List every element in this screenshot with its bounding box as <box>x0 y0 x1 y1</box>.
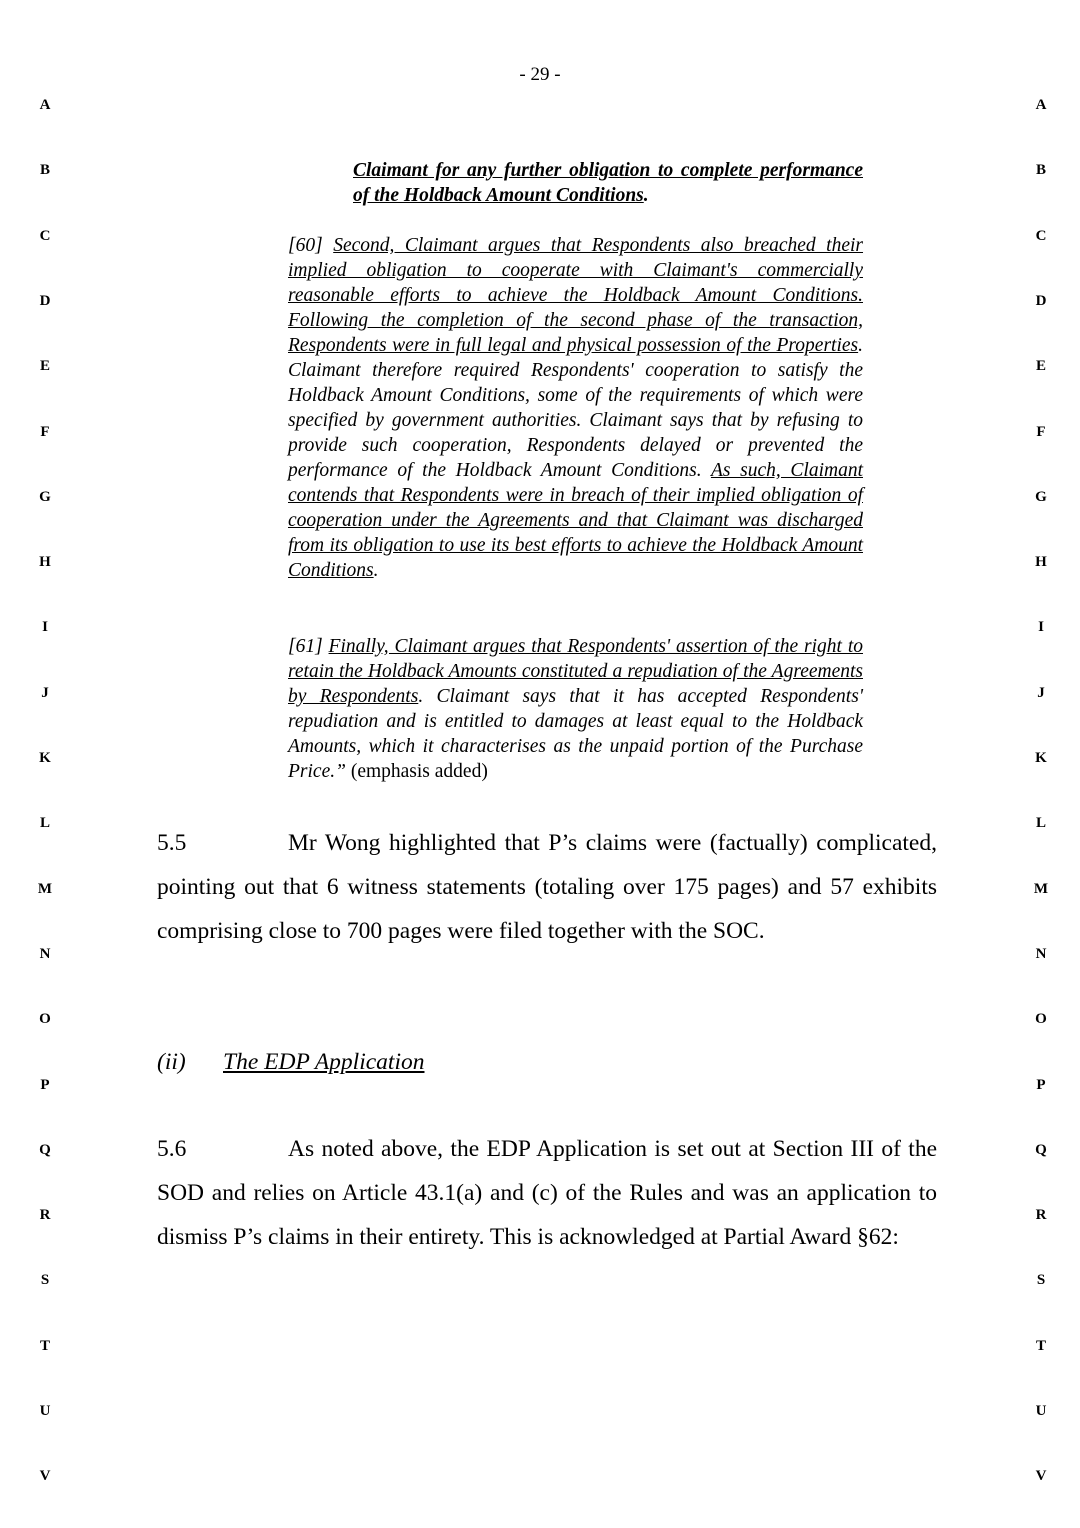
margin-letter-right-q: Q <box>1035 1141 1047 1158</box>
margin-letter-right-o: O <box>1035 1011 1047 1028</box>
page-number: - 29 - <box>519 64 561 85</box>
quote-paragraph-60 <box>288 233 863 583</box>
heading-number: (ii) <box>157 1049 186 1075</box>
left-margin-letters <box>30 0 60 1528</box>
quote-61-plain-1: . Claimant says that it has accepted Respondents' repudiation and is entitled to damages at least equal to the Holdback Amounts, which it characterises as the unpaid portion of the Purchase Price.” <box>288 686 863 782</box>
margin-letter-right-b: B <box>1035 162 1046 179</box>
paragraph-5-6 <box>157 1127 937 1259</box>
margin-letter-left-o: O <box>39 1011 51 1028</box>
right-margin-letters <box>1026 0 1056 1528</box>
margin-letter-right-g: G <box>1035 488 1047 505</box>
margin-letter-right-c: C <box>1035 227 1047 244</box>
margin-letter-right-h: H <box>1035 554 1047 571</box>
quote-60-plain-2: . <box>373 560 379 581</box>
margin-letter-left-d: D <box>39 292 51 309</box>
margin-letter-left-i: I <box>42 619 48 636</box>
margin-letter-left-m: M <box>37 880 53 897</box>
margin-letter-left-f: F <box>40 423 50 440</box>
margin-letter-right-f: F <box>1036 423 1046 440</box>
margin-letter-right-s: S <box>1036 1272 1046 1289</box>
margin-letter-left-v: V <box>39 1468 51 1485</box>
margin-letter-right-j: J <box>1037 684 1045 701</box>
margin-letter-right-r: R <box>1035 1207 1047 1224</box>
margin-letter-right-n: N <box>1035 945 1047 962</box>
margin-letter-right-d: D <box>1035 292 1047 309</box>
paragraph-5-5-text: Mr Wong highlighted that P’s claims were (factually) complicated, pointing out that 6 witness statements (totaling over 175 pages) and 57 exhibits comprising close to 700 pages were filed together with the SOC. <box>157 830 937 944</box>
margin-letter-right-t: T <box>1035 1337 1046 1354</box>
margin-letter-left-g: G <box>39 488 51 505</box>
paragraph-5-5 <box>157 821 937 953</box>
margin-letter-left-e: E <box>39 358 50 375</box>
margin-letter-right-l: L <box>1035 815 1046 832</box>
paragraph-5-6-number: 5.6 <box>157 1136 187 1162</box>
margin-letter-left-k: K <box>39 750 51 766</box>
margin-letter-left-p: P <box>40 1076 50 1093</box>
margin-letter-left-h: H <box>39 554 51 571</box>
margin-letter-right-p: P <box>1036 1076 1046 1093</box>
margin-letter-right-v: V <box>1035 1468 1047 1485</box>
quote-lead <box>353 158 863 208</box>
quote-paragraph-61 <box>288 634 863 784</box>
margin-letter-left-r: R <box>39 1207 51 1224</box>
quote-lead-end: . <box>643 185 649 206</box>
margin-letter-right-m: M <box>1033 880 1049 897</box>
margin-letter-left-c: C <box>39 227 51 244</box>
quote-60-underlined-1: Second, Claimant argues that Respondents also breached their implied obligation to cooperate with Claimant's commercially reasonable efforts to achieve the Holdback Amount Conditions. Following the completion of the second phase of the transaction, Respondents were in full legal and physical possession of the Properties <box>288 235 864 356</box>
margin-letter-right-e: E <box>1035 358 1046 375</box>
emphasis-note: (emphasis added) <box>345 761 488 782</box>
quote-60-plain-1: . Claimant therefore required Respondents' cooperation to satisfy the Holdback Amount Conditions, some of the requirements of which were specified by government authorities. Claimant says that by refusing to provide such cooperation, Respondents delayed or prevented the performance of the Holdback Amount Conditions. <box>288 335 863 481</box>
paragraph-5-6-text: As noted above, the EDP Application is set out at Section III of the SOD and relies on Article 43.1(a) and (c) of the Rules and was an application to dismiss P’s claims in their entirety. This is acknowledged at Partial Award §62: <box>157 1136 937 1250</box>
quote-60-number: [60] <box>288 235 323 256</box>
paragraph-5-5-number: 5.5 <box>157 830 187 856</box>
margin-letter-left-j: J <box>41 684 49 701</box>
margin-letter-right-a: A <box>1035 97 1047 113</box>
heading-title: The EDP Application <box>223 1049 425 1075</box>
margin-letter-left-s: S <box>40 1272 50 1289</box>
quote-lead-text: Claimant for any further obligation to complete performance of the Holdback Amount Conditions <box>353 160 863 206</box>
margin-letter-left-t: T <box>39 1337 50 1354</box>
margin-letter-right-i: I <box>1038 619 1044 636</box>
margin-letter-left-b: B <box>39 162 50 179</box>
section-heading-ii <box>157 1045 424 1079</box>
quote-60-underlined-2: As such, Claimant contends that Respondents were in breach of their implied obligation of cooperation under the Agreements and that Claimant was discharged from its obligation to use its best efforts to achieve the Holdback Amount Conditions <box>288 460 863 581</box>
margin-letter-left-n: N <box>39 945 51 962</box>
margin-letter-right-u: U <box>1035 1403 1047 1419</box>
margin-letter-right-k: K <box>1035 750 1047 766</box>
quote-61-underlined-1: Finally, Claimant argues that Respondents' assertion of the right to retain the Holdback Amounts constituted a repudiation of the Agreements by Respondents <box>288 636 863 707</box>
quote-61-number: [61] <box>288 636 323 657</box>
margin-letter-left-l: L <box>39 815 50 832</box>
margin-letter-left-q: Q <box>39 1141 51 1158</box>
margin-letter-left-u: U <box>39 1403 51 1419</box>
margin-letter-left-a: A <box>39 97 51 113</box>
